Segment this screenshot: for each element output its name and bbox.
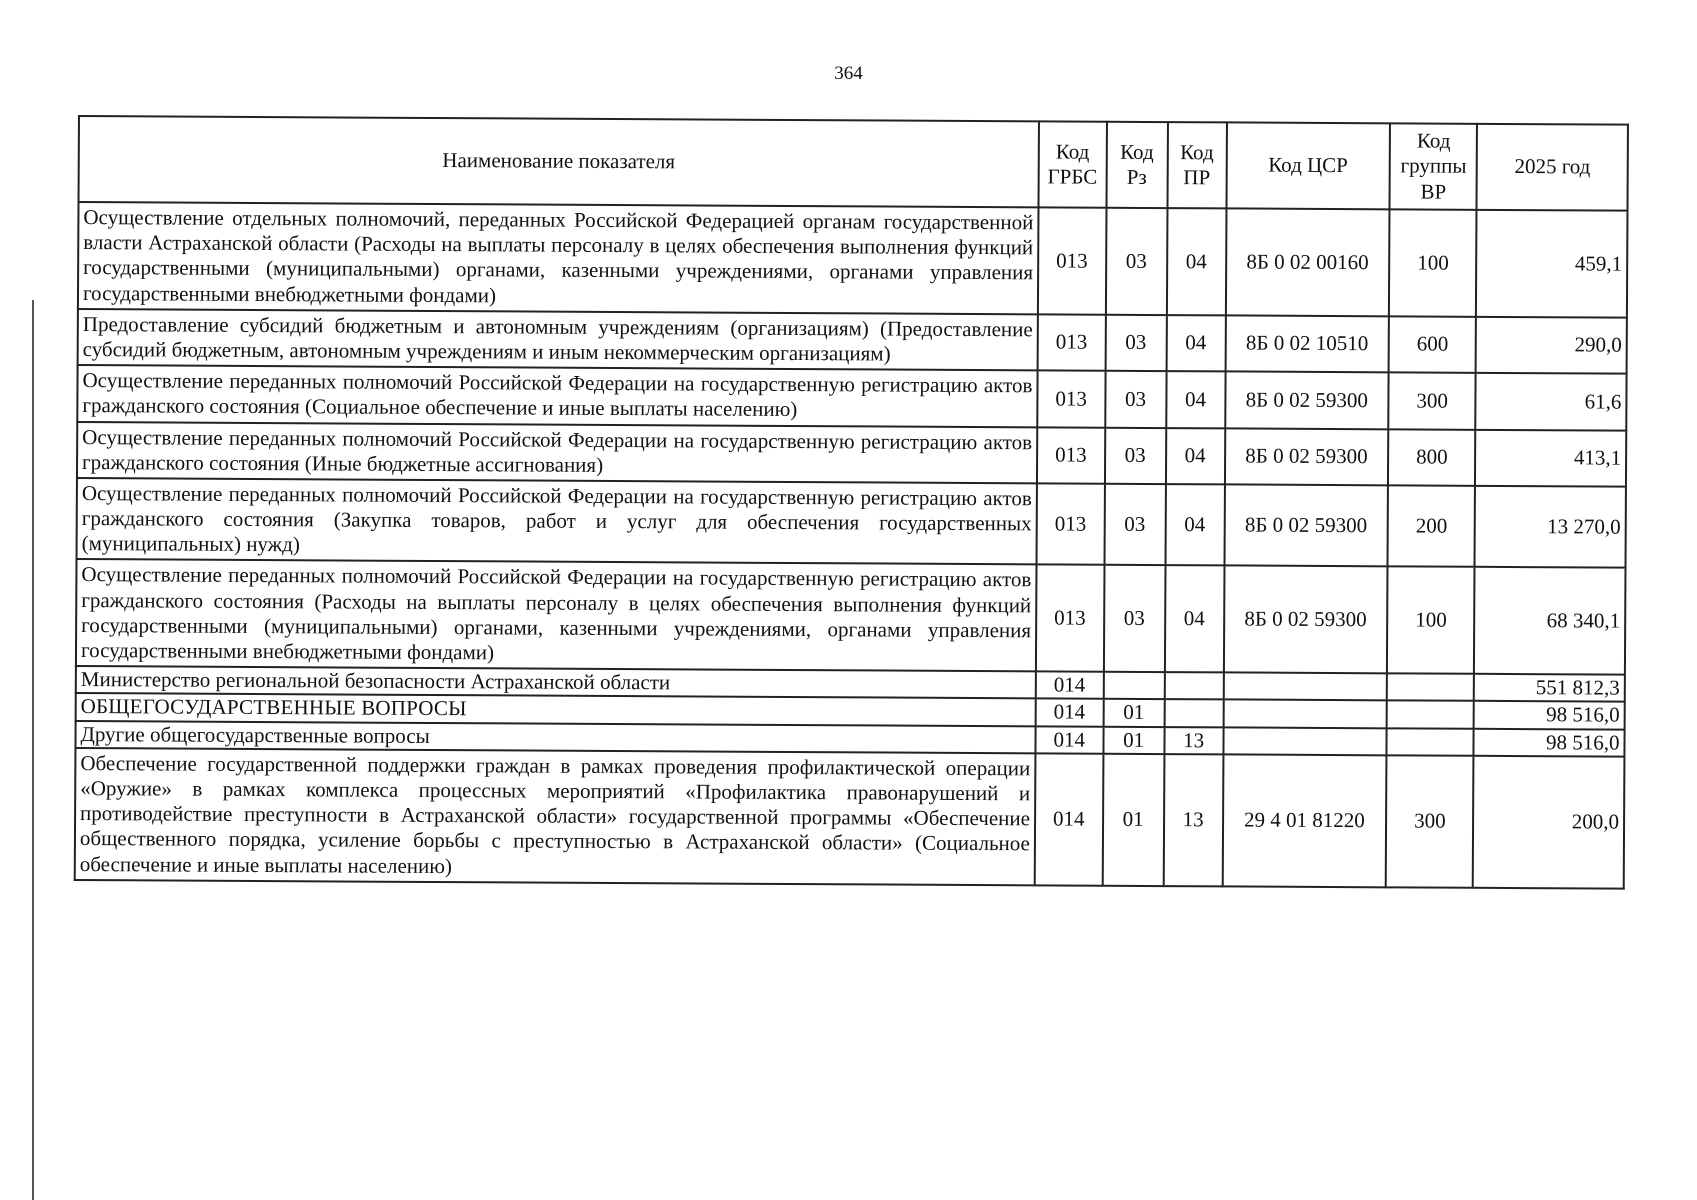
row-rz: 03: [1105, 208, 1167, 315]
row-name: Осуществление переданных полномочий Российской Федерации на государственную регистрацию актов гражданского состояния (Социальное обеспечение и иные выплаты населению): [77, 365, 1037, 427]
row-name: ОБЩЕГОСУДАРСТВЕННЫЕ ВОПРОСЫ: [76, 693, 1036, 726]
row-name: Предоставление субсидий бюджетным и автономным учреждениям (организациям) (Предоставление субсидий бюджетным, автономным учреждениям и иным некоммерческим организациям): [78, 309, 1038, 371]
row-rz: 03: [1105, 314, 1166, 371]
row-name: Осуществление переданных полномочий Российской Федерации на государственную регистрацию актов гражданского состояния (Закупка товаров, работ и услуг для обеспечения государственных (муниципальных) нужд): [77, 478, 1037, 565]
row-name: Осуществление переданных полномочий Российской Федерации на государственную регистрацию актов гражданского состояния (Расходы на выплаты персоналу в целях обеспечения выполнения функций государственными (муниципальными) органами, казенными учреждениями, органами управления государственными внебюджетными фондами): [76, 559, 1037, 671]
row-amount: 459,1: [1476, 210, 1627, 318]
row-grbs: 013: [1037, 427, 1105, 484]
row-name: Другие общегосударственные вопросы: [75, 721, 1035, 754]
table-row: [77, 422, 1626, 487]
row-amount: 413,1: [1475, 429, 1626, 486]
row-grbs: 013: [1036, 565, 1104, 672]
row-pr: [1164, 672, 1223, 700]
row-pr: 13: [1163, 754, 1223, 886]
row-rz: 03: [1104, 484, 1166, 566]
header-grbs: Код ГРБС: [1038, 121, 1106, 207]
row-rz: 03: [1105, 427, 1166, 484]
row-rz: 03: [1103, 565, 1165, 672]
row-amount: 68 340,1: [1474, 567, 1625, 675]
row-pr: 04: [1167, 208, 1226, 315]
row-csr: 29 4 01 81220: [1222, 754, 1386, 887]
row-pr: 04: [1166, 371, 1225, 428]
row-vr: 800: [1388, 429, 1476, 486]
row-rz: 03: [1105, 371, 1166, 428]
row-csr: [1223, 673, 1387, 701]
row-csr: 8Б 0 02 10510: [1225, 315, 1389, 372]
row-grbs: 013: [1038, 207, 1106, 314]
row-pr: [1164, 699, 1223, 727]
header-rz: Код Рз: [1106, 122, 1168, 208]
header-name: Наименование показателя: [79, 116, 1039, 207]
row-amount: 61,6: [1476, 373, 1627, 430]
row-amount: 551 812,3: [1474, 674, 1625, 702]
row-rz: 01: [1102, 753, 1164, 885]
row-name: Министерство региональной безопасности Астраханской области: [76, 666, 1036, 699]
row-grbs: 014: [1035, 726, 1103, 754]
row-vr: 100: [1389, 209, 1477, 316]
page-number: 364: [834, 63, 863, 84]
row-grbs: 013: [1036, 483, 1104, 565]
row-rz: [1103, 672, 1164, 700]
row-vr: 200: [1388, 485, 1476, 567]
row-csr: 8Б 0 02 59300: [1224, 428, 1388, 485]
row-csr: 8Б 0 02 59300: [1225, 372, 1389, 429]
row-pr: 04: [1165, 484, 1224, 566]
row-amount: 290,0: [1476, 317, 1627, 374]
row-vr: [1387, 728, 1474, 756]
row-csr: 8Б 0 02 00160: [1225, 208, 1389, 316]
row-pr: 04: [1165, 566, 1224, 673]
row-vr: [1387, 701, 1474, 729]
table-row: [78, 309, 1627, 374]
row-rz: 01: [1103, 699, 1164, 727]
table-row: [77, 478, 1626, 568]
row-csr: 8Б 0 02 59300: [1223, 566, 1387, 674]
header-vr: Код группы ВР: [1390, 123, 1478, 209]
row-grbs: 013: [1037, 370, 1105, 427]
table-header-row: [79, 116, 1628, 211]
row-amount: 13 270,0: [1475, 486, 1626, 568]
row-vr: 300: [1386, 755, 1474, 887]
row-vr: 100: [1387, 567, 1475, 674]
row-name: Осуществление переданных полномочий Российской Федерации на государственную регистрацию актов гражданского состояния (Иные бюджетные ассигнования): [77, 422, 1037, 484]
row-grbs: 014: [1036, 672, 1104, 700]
table-row: [78, 202, 1628, 317]
row-csr: 8Б 0 02 59300: [1224, 484, 1388, 566]
row-grbs: 013: [1038, 314, 1106, 371]
header-year: 2025 год: [1477, 124, 1628, 211]
row-vr: [1387, 674, 1474, 702]
row-pr: 13: [1164, 727, 1223, 755]
row-grbs: 014: [1036, 699, 1104, 727]
table-row: [76, 559, 1626, 674]
budget-table: [74, 115, 1629, 889]
row-csr: [1223, 727, 1387, 755]
row-amount: 98 516,0: [1474, 701, 1625, 729]
row-pr: 04: [1166, 315, 1225, 372]
row-amount: 200,0: [1473, 756, 1624, 889]
row-vr: 300: [1388, 372, 1476, 429]
table-row: [77, 365, 1626, 430]
row-pr: 04: [1166, 428, 1225, 485]
header-csr: Код ЦСР: [1226, 122, 1390, 209]
row-amount: 98 516,0: [1474, 728, 1625, 756]
table-row: [75, 748, 1625, 889]
scan-edge-line: [32, 300, 34, 1200]
row-vr: 600: [1389, 316, 1477, 373]
row-csr: [1223, 700, 1387, 728]
row-rz: 01: [1103, 726, 1164, 754]
row-grbs: 014: [1035, 753, 1103, 885]
header-pr: Код ПР: [1167, 122, 1226, 208]
row-name: Осуществление отдельных полномочий, переданных Российской Федерацией органам государственной власти Астраханской области (Расходы на выплаты персоналу в целях обеспечения выполнения функций государственными (муниципальными) органами, казенными учреждениями, органами управления государственными внебюджетными фондами): [78, 202, 1039, 314]
row-name: Обеспечение государственной поддержки граждан в рамках проведения профилактической операции «Оружие» в рамках комплекса процессных мероприятий «Профилактика правонарушений и противодействие преступности в Астраханской области» государственной программы «Обеспечение общественного порядка, усиление борьбы с преступностью в Астраханской области» (Социальное обеспечение и иные выплаты населению): [75, 748, 1036, 885]
